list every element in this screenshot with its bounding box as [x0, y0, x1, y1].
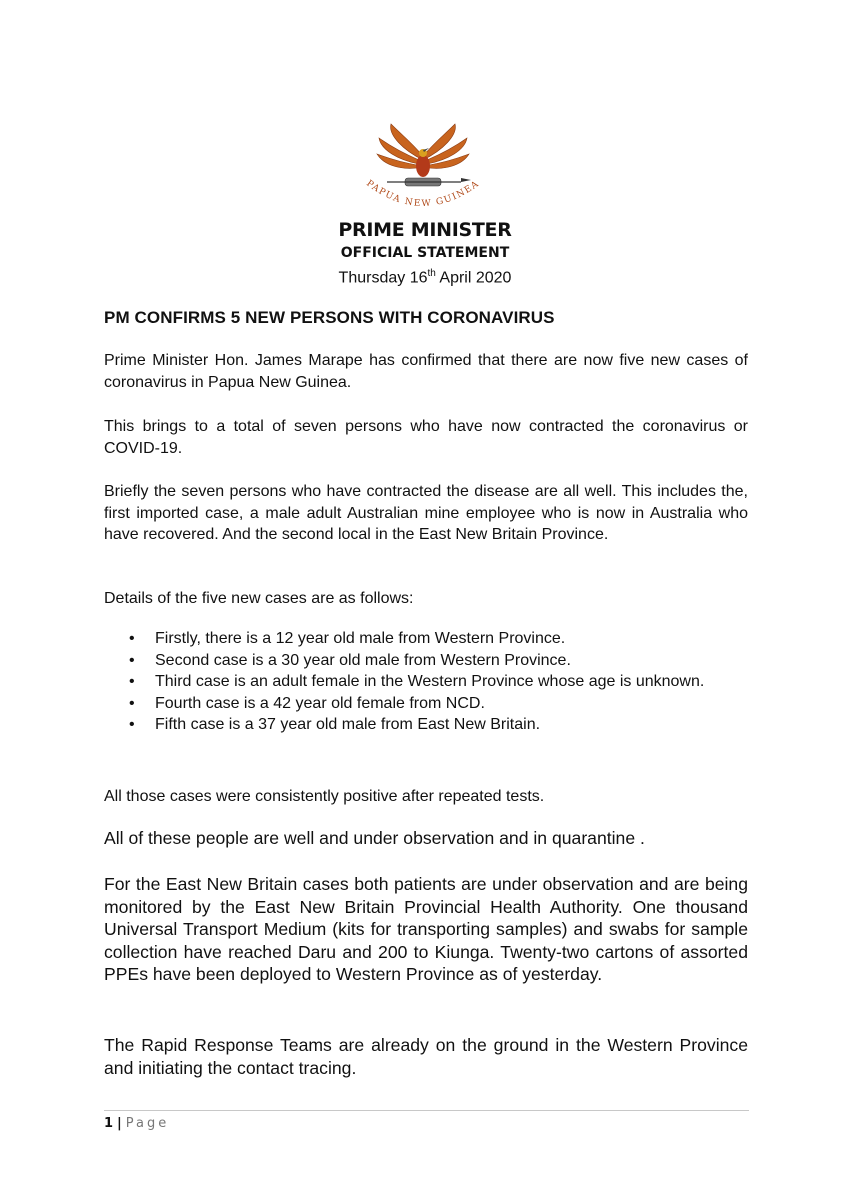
page-number: 1 [104, 1116, 114, 1131]
list-item: • Fourth case is a 42 year old female from NCD. [104, 693, 748, 715]
paragraph-observation: All of these people are well and under observation and in quarantine . [104, 828, 645, 848]
bullet-icon: • [129, 651, 135, 669]
statement-date: Thursday 16th April 2020 [338, 268, 512, 287]
page-label: Page [125, 1116, 170, 1131]
paragraph-intro: Prime Minister Hon. James Marape has confirmed that there are now five new cases of coronavirus in Papua New Guinea. [104, 352, 748, 391]
case-list [104, 628, 748, 736]
crest-text: PAPUA NEW GUINEA [364, 178, 482, 210]
list-item: • Fifth case is a 37 year old male from East New Britain. [104, 714, 748, 736]
page-footer [104, 1116, 169, 1131]
statement-header [0, 218, 850, 288]
footer-separator: | [117, 1116, 122, 1131]
paragraph-details-intro: Details of the five new cases are as follows: [104, 590, 414, 607]
office-title: PRIME MINISTER [338, 219, 512, 241]
paragraph-tests: All those cases were consistently positive after repeated tests. [104, 788, 545, 805]
statement-type: OFFICIAL STATEMENT [340, 245, 510, 261]
bullet-icon: • [129, 716, 135, 733]
bullet-icon: • [129, 694, 135, 712]
paragraph-east-new-britain: For the East New Britain cases both patients are under observation and are being monitored by the East New Britain Provincial Health Authority. One thousand Universal Transport Medium (kits for transporting samples) and swabs for sample collection have reached Daru and 200 to Kiunga. Twenty-two cartons of assorted PPEs have been deployed to Western Province as of yesterday. [104, 874, 748, 984]
paragraph-status: Briefly the seven persons who have contracted the disease are all well. This includes the, first imported case, a male adult Australian mine employee who is now in Australia who have recovered. And the second local in the East New Britain Province. [104, 483, 748, 543]
list-item: • Second case is a 30 year old male from Western Province. [104, 650, 748, 672]
papua-new-guinea-crest-emblem [353, 120, 493, 220]
bullet-icon: • [129, 673, 135, 690]
list-item: • Third case is an adult female in the Western Province whose age is unknown. [104, 671, 748, 693]
bullet-icon: • [129, 630, 135, 647]
paragraph-rapid-response: The Rapid Response Teams are already on the ground in the Western Province and initiating the contact tracing. [104, 1035, 748, 1078]
statement-headline: PM CONFIRMS 5 NEW PERSONS WITH CORONAVIRUS [104, 308, 555, 327]
paragraph-total: This brings to a total of seven persons who have now contracted the coronavirus or COVID-19. [104, 418, 748, 457]
list-item: • Firstly, there is a 12 year old male from Western Province. [104, 628, 748, 650]
footer-divider [104, 1110, 749, 1111]
